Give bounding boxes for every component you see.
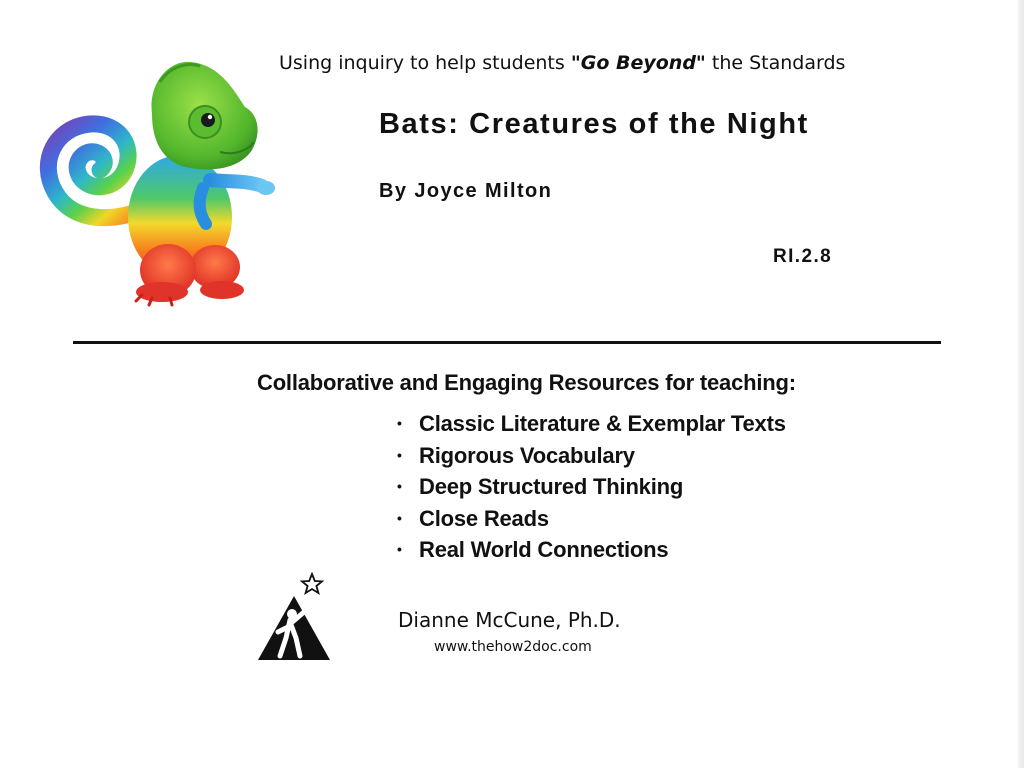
book-byline: By Joyce Milton bbox=[379, 180, 553, 202]
list-item-label: Real World Connections bbox=[419, 537, 669, 562]
list-item-label: Deep Structured Thinking bbox=[419, 474, 684, 499]
chameleon-icon bbox=[30, 52, 280, 307]
standard-code: RI.2.8 bbox=[773, 246, 833, 267]
bullet-icon: • bbox=[397, 415, 402, 431]
book-title: Bats: Creatures of the Night bbox=[379, 108, 809, 140]
list-item bbox=[397, 503, 786, 535]
page-edge bbox=[1018, 0, 1024, 768]
list-item-label: Classic Literature & Exemplar Texts bbox=[419, 411, 786, 436]
bullet-icon: • bbox=[397, 541, 402, 557]
horizontal-divider bbox=[73, 341, 941, 344]
author-name: Dianne McCune, Ph.D. bbox=[398, 608, 621, 632]
resources-heading: Collaborative and Engaging Resources for teaching: bbox=[257, 370, 796, 395]
tagline-before: Using inquiry to help students bbox=[279, 52, 571, 74]
website-link[interactable]: www.thehow2doc.com bbox=[434, 639, 592, 655]
tagline-emphasis: "Go Beyond" bbox=[570, 52, 706, 74]
resource-list bbox=[397, 408, 786, 566]
bullet-icon: • bbox=[397, 509, 402, 526]
list-item-label: Close Reads bbox=[419, 505, 549, 531]
list-item-label: Rigorous Vocabulary bbox=[419, 442, 635, 468]
bullet-icon: • bbox=[397, 446, 402, 463]
mountain-star-logo-icon bbox=[256, 572, 332, 662]
tagline bbox=[279, 52, 845, 74]
list-item bbox=[397, 534, 786, 566]
list-item bbox=[397, 471, 786, 503]
tagline-after: the Standards bbox=[705, 52, 846, 74]
list-item bbox=[397, 408, 786, 440]
list-item bbox=[397, 440, 786, 472]
bullet-icon: • bbox=[397, 478, 402, 494]
